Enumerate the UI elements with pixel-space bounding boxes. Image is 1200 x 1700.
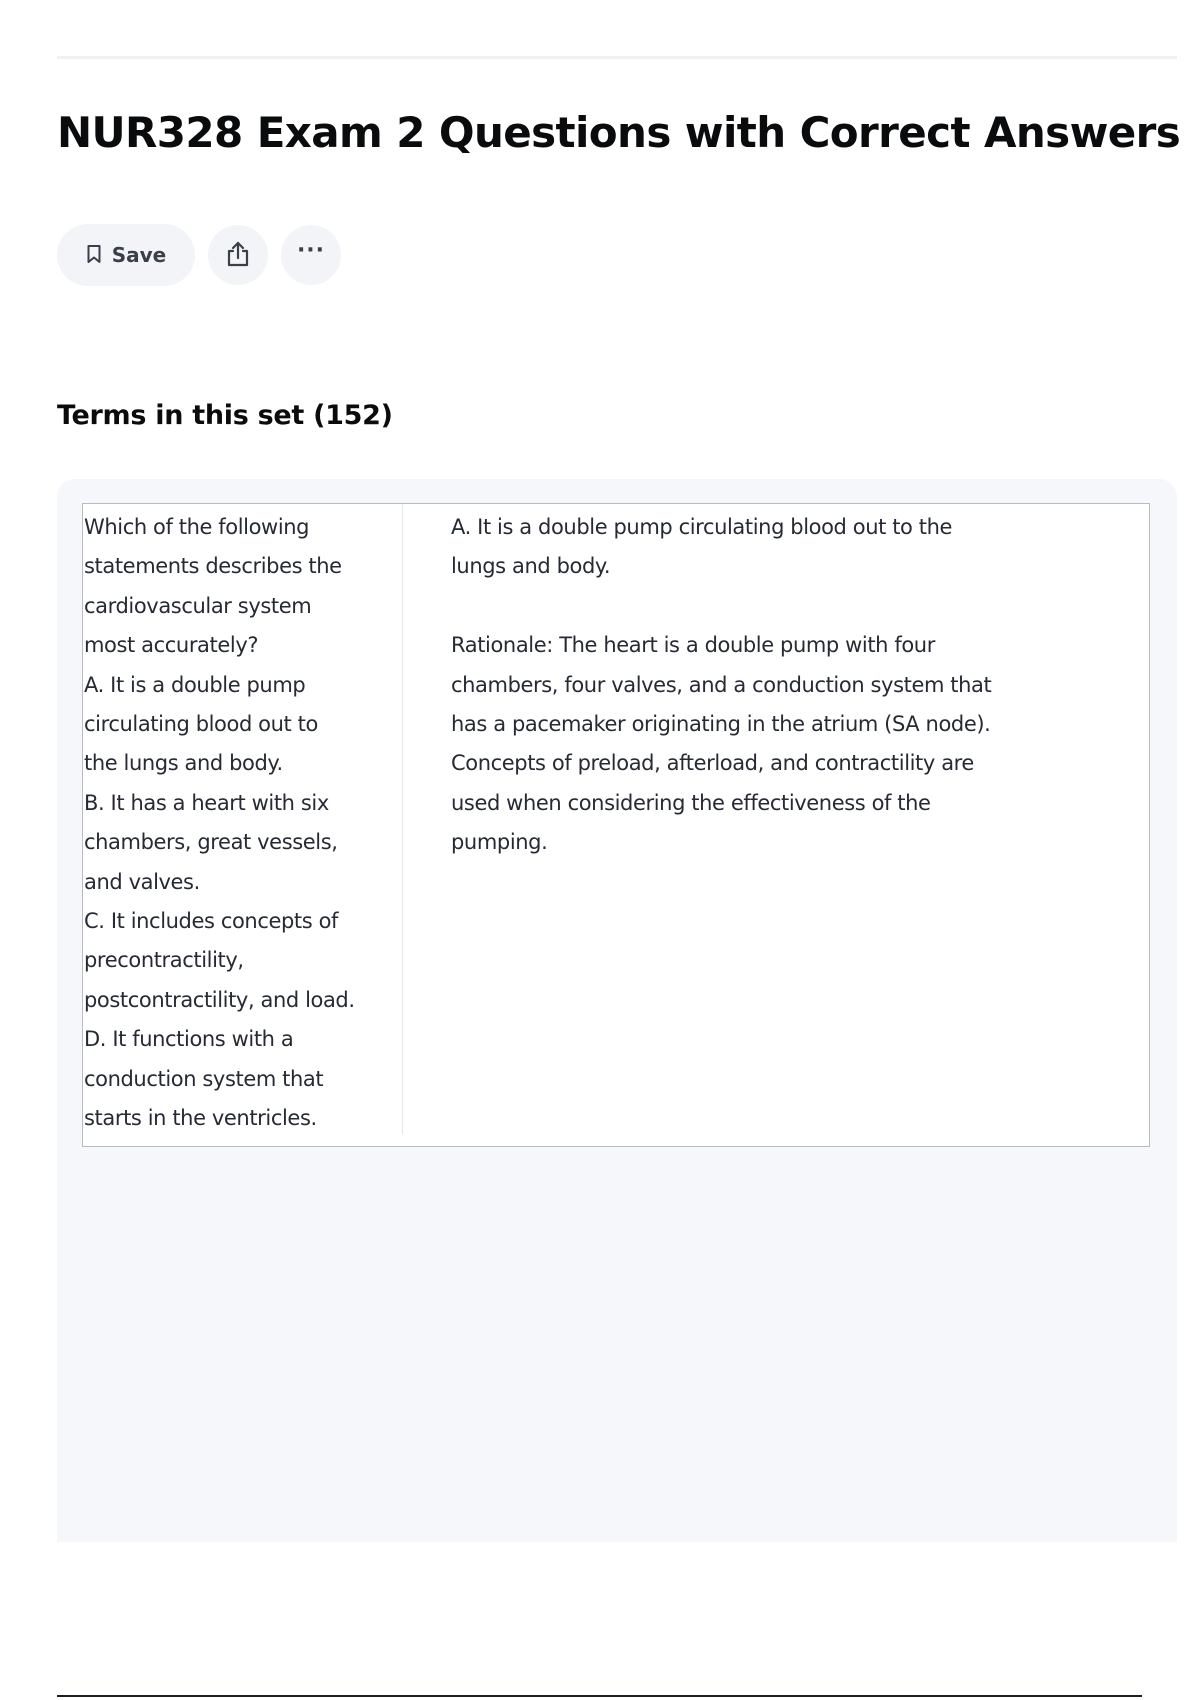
share-button[interactable] bbox=[208, 225, 268, 285]
definition-line: Concepts of preload, afterload, and contractility are bbox=[451, 751, 974, 776]
term-line: Which of the following bbox=[84, 515, 310, 539]
definition-line: chambers, four valves, and a conduction system that bbox=[451, 672, 992, 697]
term-line: chambers, great vessels, bbox=[84, 830, 338, 855]
term-line: cardiovascular system bbox=[84, 593, 312, 618]
more-icon: ··· bbox=[296, 238, 326, 263]
top-divider bbox=[57, 56, 1177, 59]
save-label: Save bbox=[111, 243, 167, 267]
term-line: conduction system that bbox=[84, 1066, 324, 1091]
share-icon bbox=[225, 240, 251, 271]
terms-panel bbox=[57, 479, 1177, 1542]
terms-heading: Terms in this set (152) bbox=[57, 400, 393, 431]
term-line: statements describes the bbox=[84, 554, 342, 579]
save-button[interactable] bbox=[57, 224, 195, 286]
term-line: C. It includes concepts of bbox=[84, 909, 339, 934]
term-line: D. It functions with a bbox=[84, 1027, 294, 1052]
term-line: starts in the ventricles. bbox=[84, 1106, 317, 1131]
term-line: B. It has a heart with six bbox=[84, 790, 329, 815]
bottom-divider bbox=[57, 1695, 1142, 1697]
action-bar bbox=[57, 224, 341, 286]
definition-line: A. It is a double pump circulating blood out to the bbox=[451, 515, 953, 539]
definition-line: has a pacemaker originating in the atrium (SA node). bbox=[451, 712, 991, 737]
term-line: and valves. bbox=[84, 869, 200, 894]
definition-line: pumping. bbox=[451, 830, 548, 855]
term-text bbox=[84, 508, 355, 1139]
term-line: A. It is a double pump bbox=[84, 672, 306, 697]
bookmark-icon bbox=[86, 244, 102, 267]
term-card[interactable] bbox=[82, 503, 1150, 1147]
definition-line: Rationale: The heart is a double pump with four bbox=[451, 633, 935, 658]
more-options-button[interactable] bbox=[281, 225, 341, 285]
term-line: the lungs and body. bbox=[84, 751, 283, 776]
page-title: NUR328 Exam 2 Questions with Correct Answers bbox=[57, 108, 1181, 157]
term-line: most accurately? bbox=[84, 633, 259, 658]
term-line: circulating blood out to bbox=[84, 712, 318, 737]
term-line: precontractility, bbox=[84, 948, 244, 973]
term-line: postcontractility, and load. bbox=[84, 987, 355, 1012]
definition-text bbox=[451, 508, 991, 863]
definition-blank-line bbox=[451, 587, 991, 626]
definition-line: used when considering the effectiveness of the bbox=[451, 790, 931, 815]
definition-line: lungs and body. bbox=[451, 554, 611, 579]
term-column bbox=[83, 504, 403, 1134]
